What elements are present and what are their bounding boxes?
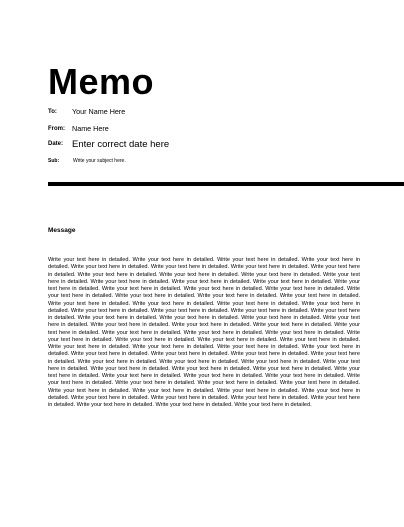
from-label: From: — [48, 126, 65, 132]
to-value: Your Name Here — [72, 107, 126, 116]
subject-value: Write your subject here. — [73, 158, 126, 164]
to-label: To: — [48, 109, 57, 115]
memo-title: Memo — [48, 61, 155, 102]
date-value: Enter correct date here — [72, 139, 170, 150]
date-label: Date: — [48, 141, 64, 147]
message-body: Write your text here in detailed. Write your text here in detailed. Write your text here in detailed. Write your text here in detailed. Write your text here in detailed. Write your text here in detailed. Write your text here in detailed. Write your text here in detailed. Write your text here in detailed. Write your text here in detailed. Write your text here in detailed. Write your text here in detailed. Write your text here in detailed. Write your text here in detailed. Write your text here in detailed. Write your text here in detailed. Write your text here in detailed. Write your text here in detailed. Write your text here in detailed. Write your text here in detailed. Write your text here in detailed. Write your text here in detailed. Write your text here in detailed. Write your text here in detailed. Write your text here in detailed. Write your text here in detailed. Write your text here in detailed. Write your text here in detailed. Write your text here in detailed. Write your text here in detailed. Write your text here in detailed. Write your text here in detailed. Write your text here in detailed. Write your text here in detailed. Write your text here in detailed. Write your text here in detailed. Write your text here in detailed. Write your text here in detailed. Write your text here in detailed. Write your text here in detailed. Write your text here in detailed. Write your text here in detailed. Write your text here in detailed. Write your text here in detailed. Write your text here in detailed. Write your text here in detailed. Write your text here in detailed. Write your text here in detailed. Write your text here in detailed. Write your text here in detailed. Write your text here in detailed. Write your text here in detailed. Write your text here in detailed. Write your text here in detailed. Write your text here in detailed. Write your text here in detailed. Write your text here in detailed. Write your text here in detailed. Write your text here in detailed. Write your text here in detailed. Write your text here in detailed. Write your text here in detailed. Write your text here in detailed. Write your text here in detailed. Write your text here in detailed. Write your text here in detailed. Write your text here in detailed. Write your text here in detailed. Write your text here in detailed. Write your text here in detailed. Write your text here in detailed. Write your text here in detailed. Write your text here in detailed. Write your text here in detailed. Write your text here in detailed. Write your text here in detailed. Write your text here in detailed. Write your text here in detailed. Write your text here in detailed. Write your text here in detailed. — [48, 257, 360, 408]
message-heading: Message — [48, 227, 76, 234]
subject-label: Sub: — [48, 158, 60, 164]
header-divider — [48, 182, 404, 186]
from-value: Name Here — [72, 124, 109, 133]
